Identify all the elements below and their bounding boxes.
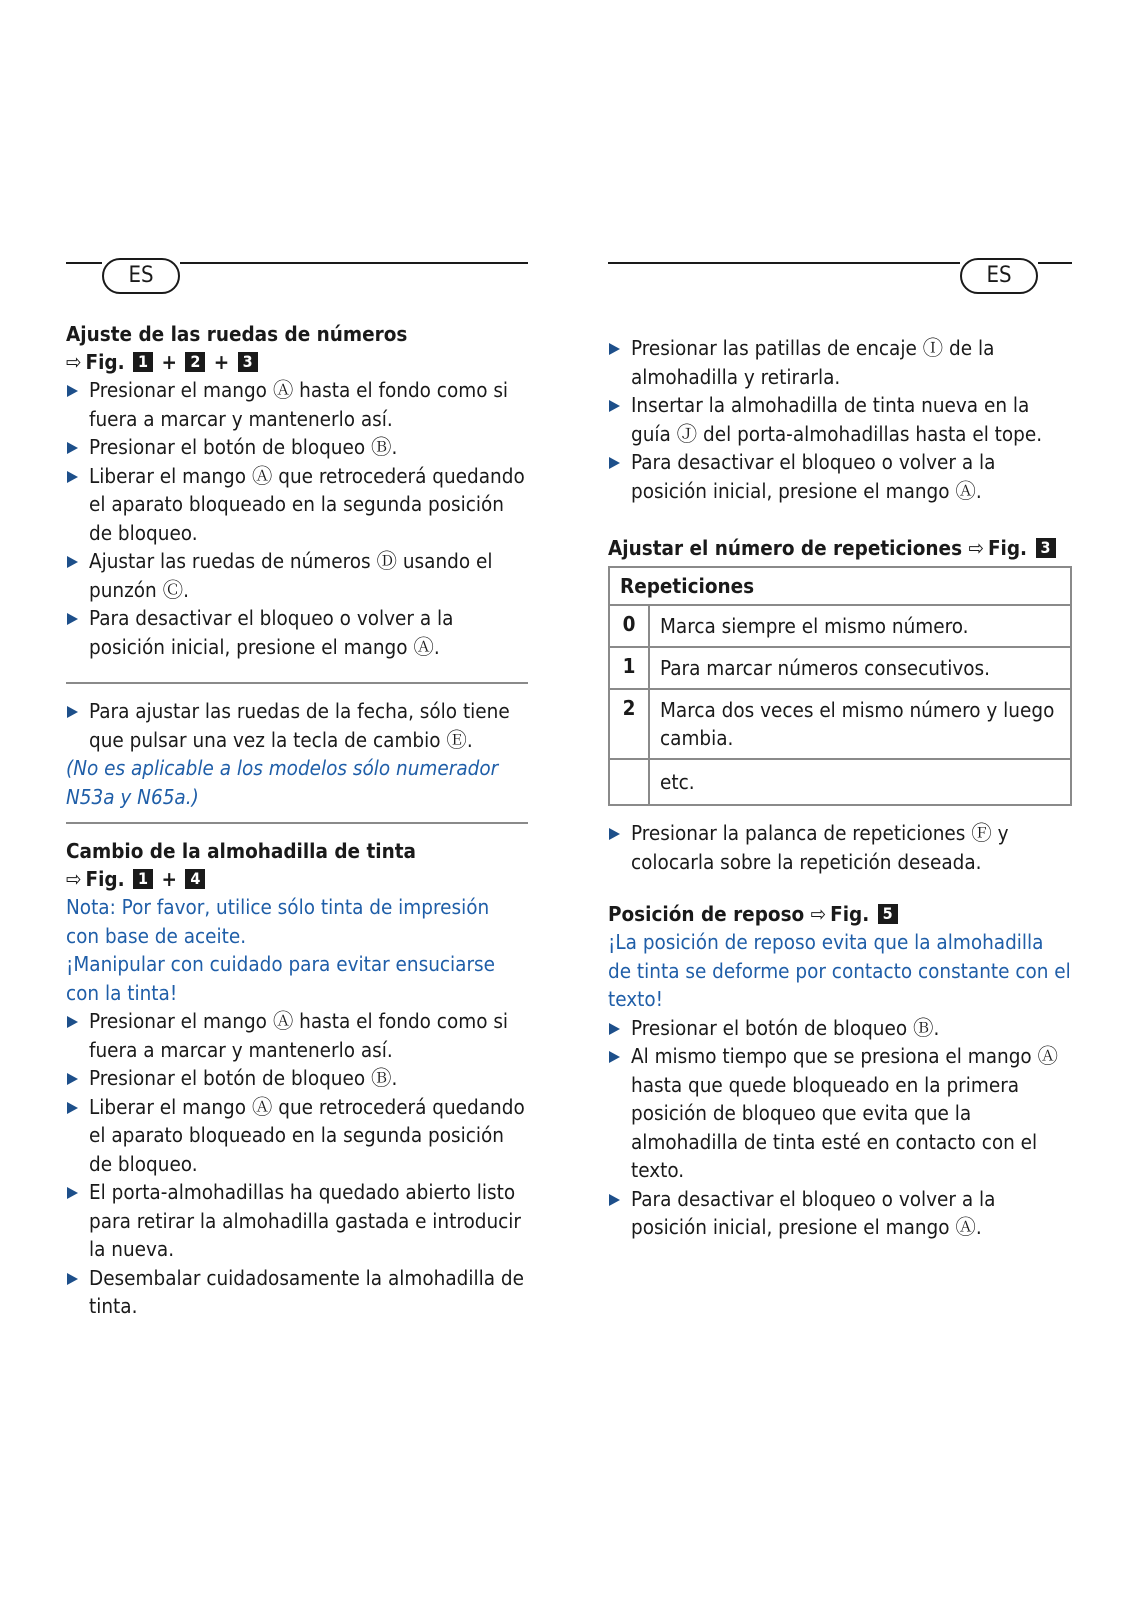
section-rest-position	[608, 900, 1072, 1242]
table-cell-text: Marca siempre el mismo número.	[649, 605, 1071, 647]
instruction-list	[608, 334, 1072, 505]
section-number-wheels	[66, 320, 528, 661]
section-title: Ajustar el número de repeticiones ⇨ Fig. 3	[608, 534, 1072, 562]
instruction-list	[66, 697, 528, 754]
language-header-left	[66, 258, 528, 298]
section-repetition-lever	[608, 819, 1072, 876]
list-item: Presionar el botón de bloqueo Ⓑ.	[608, 1014, 1072, 1043]
language-badge: ES	[960, 258, 1038, 294]
section-divider	[66, 682, 528, 684]
list-item: Presionar el botón de bloqueo Ⓑ.	[66, 1064, 528, 1093]
care-note: ¡Manipular con cuidado para evitar ensuciarse con la tinta!	[66, 952, 496, 1005]
language-header-right	[608, 258, 1072, 298]
arrow-right-icon: ⇨	[968, 536, 984, 560]
table-cell-text: Marca dos veces el mismo número y luego cambia.	[649, 689, 1071, 759]
list-item: Presionar el mango Ⓐ hasta el fondo como si fuera a marcar y mantenerlo así.	[66, 376, 528, 433]
header-rule	[66, 262, 102, 264]
table-cell-number: 1	[609, 647, 649, 689]
list-item: Ajustar las ruedas de números Ⓓ usando el punzón Ⓒ.	[66, 547, 528, 604]
repetitions-table	[608, 566, 1072, 806]
figure-number: 3	[238, 352, 258, 372]
section-date-wheels	[66, 697, 528, 811]
figure-number: 4	[185, 869, 205, 889]
instruction-list	[608, 819, 1072, 876]
arrow-right-icon: ⇨	[66, 350, 82, 374]
table-cell-number: 2	[609, 689, 649, 759]
list-item: Presionar el mango Ⓐ hasta el fondo como si fuera a marcar y mantenerlo así.	[66, 1007, 528, 1064]
figure-number: 1	[133, 869, 153, 889]
list-item: Liberar el mango Ⓐ que retrocederá quedando el aparato bloqueado en la segunda posición de bloqueo.	[66, 1093, 528, 1179]
list-item: Para desactivar el bloqueo o volver a la posición inicial, presione el mango Ⓐ.	[66, 604, 528, 661]
figure-reference: ⇨ Fig. 1 + 4	[66, 865, 528, 893]
instruction-list	[608, 1014, 1072, 1242]
model-note: (No es aplicable a los modelos sólo numerador N53a y N65a.)	[66, 756, 499, 809]
list-item: Presionar las patillas de encaje Ⓘ de la almohadilla y retirarla.	[608, 334, 1072, 391]
language-badge: ES	[102, 258, 180, 294]
ink-note: Nota: Por favor, utilice sólo tinta de impresión con base de aceite.	[66, 895, 490, 948]
arrow-right-icon: ⇨	[66, 867, 82, 891]
list-item: Para desactivar el bloqueo o volver a la posición inicial, presione el mango Ⓐ.	[608, 1185, 1072, 1242]
table-row	[609, 647, 1071, 689]
header-rule	[608, 262, 960, 264]
table-cell-text: etc.	[649, 759, 1071, 805]
arrow-right-icon: ⇨	[810, 902, 827, 926]
table-cell-text: Para marcar números consecutivos.	[649, 647, 1071, 689]
section-title: Cambio de la almohadilla de tinta	[66, 839, 417, 863]
list-item: Insertar la almohadilla de tinta nueva en la guía Ⓙ del porta-almohadillas hasta el tope.	[608, 391, 1072, 448]
section-pad-removal	[608, 334, 1072, 505]
header-rule	[180, 262, 528, 264]
rest-note: ¡La posición de reposo evita que la almohadilla de tinta se deforme por contacto constante con el texto!	[608, 930, 1071, 1011]
figure-reference: ⇨ Fig. 1 + 2 + 3	[66, 348, 528, 376]
figure-number: 1	[133, 352, 153, 372]
table-row	[609, 605, 1071, 647]
table-cell-number: 0	[609, 605, 649, 647]
section-title: Posición de reposo ⇨ Fig. 5	[608, 900, 1072, 928]
instruction-list	[66, 1007, 528, 1321]
list-item: El porta-almohadillas ha quedado abierto listo para retirar la almohadilla gastada e introducir la nueva.	[66, 1178, 528, 1264]
list-item: Liberar el mango Ⓐ que retrocederá quedando el aparato bloqueado en la segunda posición de bloqueo.	[66, 462, 528, 548]
table-cell-number	[609, 759, 649, 805]
list-item: Al mismo tiempo que se presiona el mango Ⓐ hasta que quede bloqueado en la primera posición de bloqueo que evita que la almohadilla de tinta esté en contacto con el texto.	[608, 1042, 1072, 1185]
instruction-list	[66, 376, 528, 661]
section-ink-pad-change	[66, 837, 528, 1321]
list-item: Presionar el botón de bloqueo Ⓑ.	[66, 433, 528, 462]
section-title: Ajuste de las ruedas de números	[66, 322, 408, 346]
section-divider	[66, 822, 528, 824]
list-item: Presionar la palanca de repeticiones Ⓕ y colocarla sobre la repetición deseada.	[608, 819, 1072, 876]
list-item: Para desactivar el bloqueo o volver a la posición inicial, presione el mango Ⓐ.	[608, 448, 1072, 505]
figure-number: 2	[185, 352, 205, 372]
figure-number: 5	[878, 904, 898, 924]
section-repetitions	[608, 534, 1072, 562]
figure-number: 3	[1036, 538, 1056, 558]
table-header: Repeticiones	[609, 567, 1071, 605]
table-header-row	[609, 567, 1071, 605]
table-row	[609, 759, 1071, 805]
list-item: Desembalar cuidadosamente la almohadilla de tinta.	[66, 1264, 528, 1321]
table-row	[609, 689, 1071, 759]
list-item: Para ajustar las ruedas de la fecha, sólo tiene que pulsar una vez la tecla de cambio Ⓔ.	[66, 697, 528, 754]
header-rule	[1038, 262, 1072, 264]
